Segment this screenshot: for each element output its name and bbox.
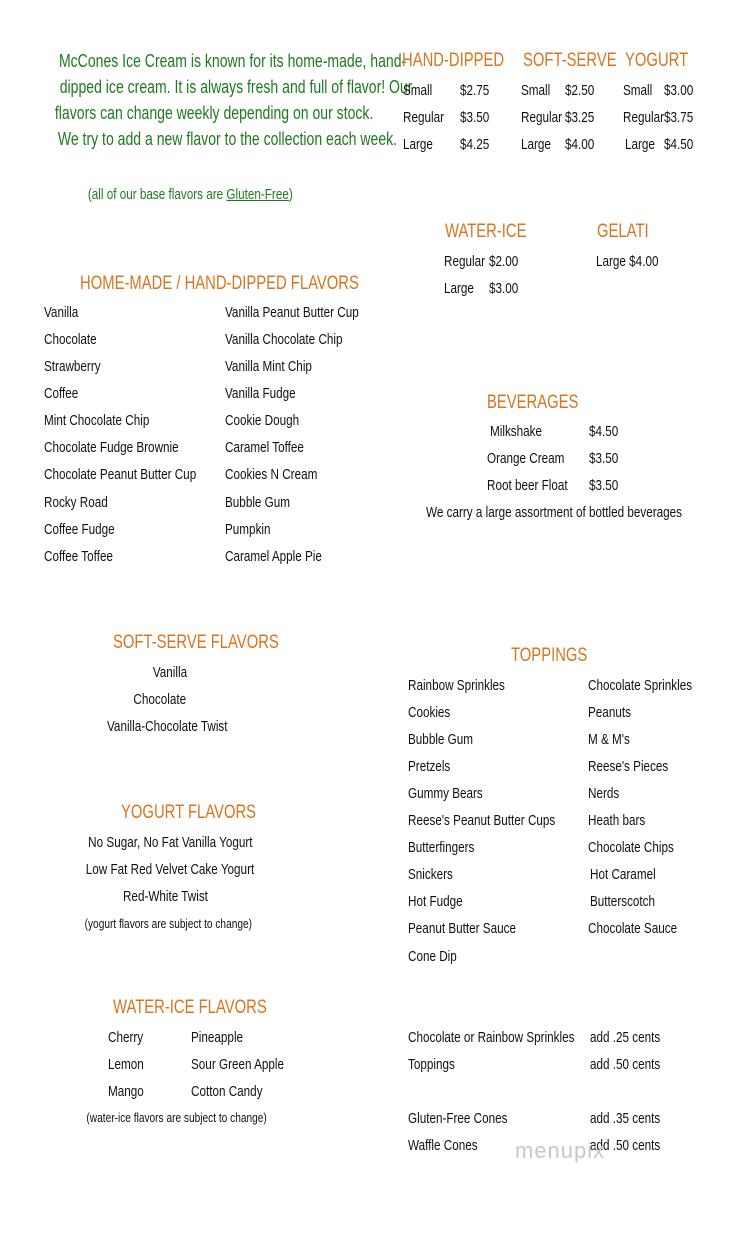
addon-price: add .25 cents [590, 1029, 661, 1046]
flavor-item: Cherry [108, 1029, 144, 1046]
size-label: Small [623, 82, 653, 99]
flavor-item: Bubble Gum [225, 494, 291, 511]
flavor-item: Cotton Candy [191, 1083, 263, 1100]
flavor-item: Vanilla [152, 664, 188, 681]
water-ice-flavors-note: (water-ice flavors are subject to change) [86, 1110, 268, 1125]
addon-name: Toppings [408, 1056, 455, 1073]
menupix-watermark: menupix [515, 1138, 606, 1163]
price-value: $2.75 [460, 82, 490, 99]
topping-item: Hot Caramel [590, 866, 656, 883]
price-value: $4.00 [565, 136, 595, 153]
topping-item: Chocolate Sprinkles [588, 677, 693, 694]
intro-line-2: dipped ice cream. It is always fresh and full of flavor! Our [59, 77, 413, 97]
soft-serve-flavors-heading: SOFT-SERVE FLAVORS [113, 632, 279, 653]
flavor-item: Chocolate Peanut Butter Cup [44, 466, 197, 483]
topping-item: M & M's [588, 731, 630, 748]
flavor-item: Caramel Apple Pie [225, 548, 322, 565]
flavor-item: Pineapple [191, 1029, 244, 1046]
intro-line-3: flavors can change weekly depending on our stock. [54, 103, 374, 123]
topping-item: Gummy Bears [408, 785, 483, 802]
topping-item: Chocolate Chips [588, 839, 674, 856]
topping-item: Peanuts [588, 704, 631, 721]
topping-item: Butterfingers [408, 839, 475, 856]
yogurt-flavors-heading: YOGURT FLAVORS [121, 802, 257, 823]
beverage-price: $4.50 [589, 423, 619, 440]
price-value: $4.25 [460, 136, 490, 153]
flavor-item: Cookies N Cream [225, 466, 318, 483]
beverages-note: We carry a large assortment of bottled beverages [426, 504, 683, 521]
addon-price: add .50 cents [590, 1056, 661, 1073]
addon-price: add .35 cents [590, 1110, 661, 1127]
yogurt-heading: YOGURT [625, 50, 689, 71]
flavor-item: Mango [108, 1083, 144, 1100]
beverage-price: $3.50 [589, 450, 619, 467]
hand-dipped-flavors-heading: HOME-MADE / HAND-DIPPED FLAVORS [80, 273, 359, 294]
size-label: Large [521, 136, 551, 153]
topping-item: Hot Fudge [408, 893, 463, 910]
size-label: Regular [403, 109, 444, 126]
topping-item: Rainbow Sprinkles [408, 677, 505, 694]
price-value: $4.50 [664, 136, 694, 153]
flavor-item: Vanilla Chocolate Chip [225, 331, 343, 348]
flavor-item: Coffee Toffee [44, 548, 113, 565]
topping-item: Bubble Gum [408, 731, 474, 748]
size-label: Large [444, 280, 474, 297]
gluten-free-note: (all of our base flavors are Gluten-Free) [87, 186, 293, 203]
flavor-item: Vanilla [44, 304, 79, 321]
addon-name: Waffle Cones [408, 1137, 478, 1154]
flavor-item: Vanilla Fudge [225, 385, 296, 402]
flavor-item: Chocolate [133, 691, 187, 708]
topping-item: Heath bars [588, 812, 646, 829]
addon-name: Chocolate or Rainbow Sprinkles [408, 1029, 575, 1046]
size-label: Small [521, 82, 551, 99]
size-label: Regular [623, 109, 664, 126]
intro-line-1: McCones Ice Cream is known for its home-made, hand- [58, 51, 407, 71]
beverage-name: Orange Cream [487, 450, 565, 467]
water-ice-heading: WATER-ICE [445, 221, 527, 242]
price-value: $3.00 [664, 82, 694, 99]
gluten-free-link: Gluten-Free [226, 186, 289, 203]
toppings-heading: TOPPINGS [511, 645, 588, 666]
topping-item: Cone Dip [408, 948, 457, 965]
size-label: Large [403, 136, 433, 153]
topping-item: Nerds [588, 785, 620, 802]
size-label: Regular [521, 109, 562, 126]
addon-price: add .50 cents [590, 1137, 661, 1154]
beverage-name: Milkshake [490, 423, 543, 440]
gelati-heading: GELATI [597, 221, 649, 242]
size-label: Large [625, 136, 655, 153]
price-value: $2.50 [565, 82, 595, 99]
size-label: Small [403, 82, 433, 99]
flavor-item: Coffee [44, 385, 79, 402]
price-value: $2.00 [489, 253, 519, 270]
flavor-item: Vanilla Peanut Butter Cup [225, 304, 359, 321]
intro-line-4: We try to add a new flavor to the collection each week. [57, 129, 398, 149]
flavor-item: Strawberry [44, 358, 101, 375]
flavor-item: Chocolate Fudge Brownie [44, 439, 179, 456]
addon-name: Gluten-Free Cones [408, 1110, 508, 1127]
flavor-item: Vanilla Mint Chip [225, 358, 312, 375]
water-ice-flavors-heading: WATER-ICE FLAVORS [113, 997, 267, 1018]
flavor-item: No Sugar, No Fat Vanilla Yogurt [87, 834, 253, 851]
flavor-item: Red-White Twist [122, 888, 208, 905]
flavor-item: Low Fat Red Velvet Cake Yogurt [85, 861, 255, 878]
topping-item: Butterscotch [590, 893, 656, 910]
flavor-item: Coffee Fudge [44, 521, 115, 538]
intro-text [10, 48, 413, 152]
flavor-item: Lemon [108, 1056, 144, 1073]
flavor-item: Sour Green Apple [191, 1056, 285, 1073]
topping-item: Snickers [408, 866, 453, 883]
topping-item: Reese's Pieces [588, 758, 669, 775]
flavor-item: Cookie Dough [225, 412, 300, 429]
topping-item: Cookies [408, 704, 451, 721]
flavor-item: Vanilla-Chocolate Twist [106, 718, 228, 735]
hand-dipped-heading: HAND-DIPPED [402, 50, 505, 71]
flavor-item: Chocolate [44, 331, 97, 348]
price-value: $3.75 [664, 109, 694, 126]
topping-item: Chocolate Sauce [588, 920, 678, 937]
beverages-heading: BEVERAGES [487, 392, 579, 413]
soft-serve-heading: SOFT-SERVE [523, 50, 617, 71]
flavor-item: Mint Chocolate Chip [44, 412, 150, 429]
flavor-item: Rocky Road [44, 494, 108, 511]
beverage-name: Root beer Float [487, 477, 568, 494]
flavor-item: Pumpkin [225, 521, 271, 538]
flavor-item: Caramel Toffee [225, 439, 304, 456]
price-value: $3.00 [489, 280, 519, 297]
price-value: $3.50 [460, 109, 490, 126]
yogurt-flavors-note: (yogurt flavors are subject to change) [84, 916, 252, 931]
beverage-price: $3.50 [589, 477, 619, 494]
size-label: Regular [444, 253, 485, 270]
price-value: $3.25 [565, 109, 595, 126]
topping-item: Peanut Butter Sauce [408, 920, 516, 937]
gelati-price: Large $4.00 [596, 253, 659, 270]
topping-item: Reese's Peanut Butter Cups [408, 812, 556, 829]
topping-item: Pretzels [408, 758, 451, 775]
